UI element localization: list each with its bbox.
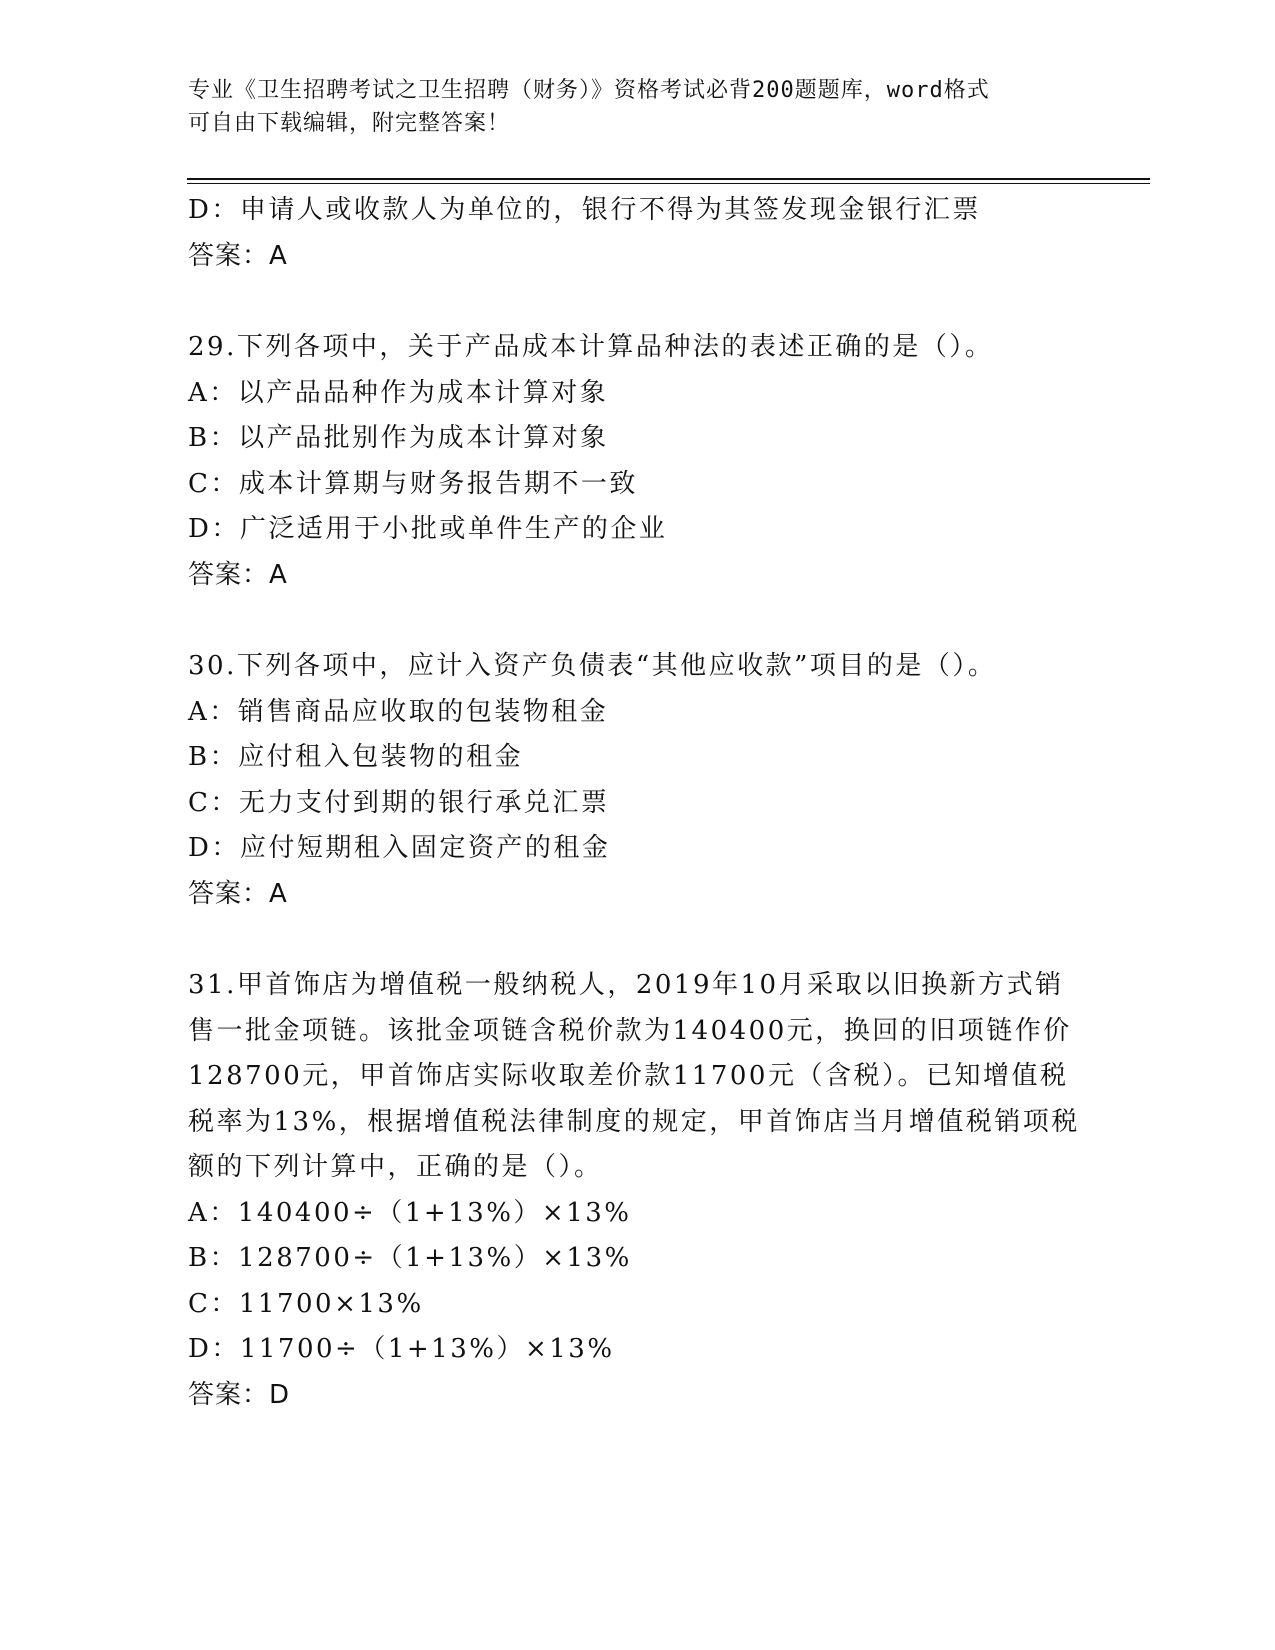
option-d: D：广泛适用于小批或单件生产的企业 <box>188 514 668 544</box>
header-divider-thin <box>187 183 1150 184</box>
spacer <box>188 917 1088 963</box>
question-stem-line-5: 额的下列计算中，正确的是（）。 <box>188 1152 603 1182</box>
document-body <box>188 188 1088 1418</box>
header-line-2: 可自由下载编辑，附完整答案！ <box>188 111 511 136</box>
answer: 答案：D <box>188 1379 291 1410</box>
option-b: B：以产品批别作为成本计算对象 <box>188 423 609 453</box>
document-header <box>188 74 1088 140</box>
option-b: B：128700÷（1+13%）×13% <box>188 1243 632 1273</box>
option-a: A：销售商品应收取的包装物租金 <box>188 696 609 727</box>
option-d: D：申请人或收款人为单位的，银行不得为其签发现金银行汇票 <box>188 195 981 225</box>
answer: 答案：A <box>188 559 288 590</box>
question-stem-line-3: 128700元，甲首饰店实际收取差价款11700元（含税）。已知增值税 <box>188 1061 1069 1091</box>
option-a: A：以产品品种作为成本计算对象 <box>188 377 609 408</box>
option-d: D：应付短期租入固定资产的租金 <box>188 833 611 863</box>
option-c: C：11700×13% <box>188 1288 424 1319</box>
question-31 <box>188 963 1088 1418</box>
question-stem-line-1: 31.甲首饰店为增值税一般纳税人，2019年10月采取以旧换新方式销 <box>188 970 1064 1000</box>
question-stem-line-4: 税率为13%，根据增值税法律制度的规定，甲首饰店当月增值税销项税 <box>188 1106 1080 1137</box>
header-line-1: 专业《卫生招聘考试之卫生招聘（财务）》资格考试必背200题题库，word格式 <box>188 78 990 103</box>
option-c: C：成本计算期与财务报告期不一致 <box>188 468 638 499</box>
spacer <box>188 279 1088 325</box>
question-stem: 30.下列各项中，应计入资产负债表“其他应收款”项目的是（）。 <box>188 651 997 681</box>
option-d: D：11700÷（1+13%）×13% <box>188 1334 615 1364</box>
answer: 答案：A <box>188 240 288 271</box>
question-28-tail <box>188 188 1088 279</box>
question-stem: 29.下列各项中，关于产品成本计算品种法的表述正确的是（）。 <box>188 332 994 362</box>
spacer <box>188 598 1088 644</box>
option-a: A：140400÷（1+13%）×13% <box>188 1197 632 1228</box>
question-stem-line-2: 售一批金项链。该批金项链含税价款为140400元，换回的旧项链作价 <box>188 1015 1072 1046</box>
option-c: C：无力支付到期的银行承兑汇票 <box>188 787 610 818</box>
option-b: B：应付租入包装物的租金 <box>188 742 524 772</box>
answer: 答案：A <box>188 878 288 909</box>
header-divider-thick <box>187 178 1150 180</box>
question-30 <box>188 644 1088 917</box>
question-29 <box>188 325 1088 598</box>
